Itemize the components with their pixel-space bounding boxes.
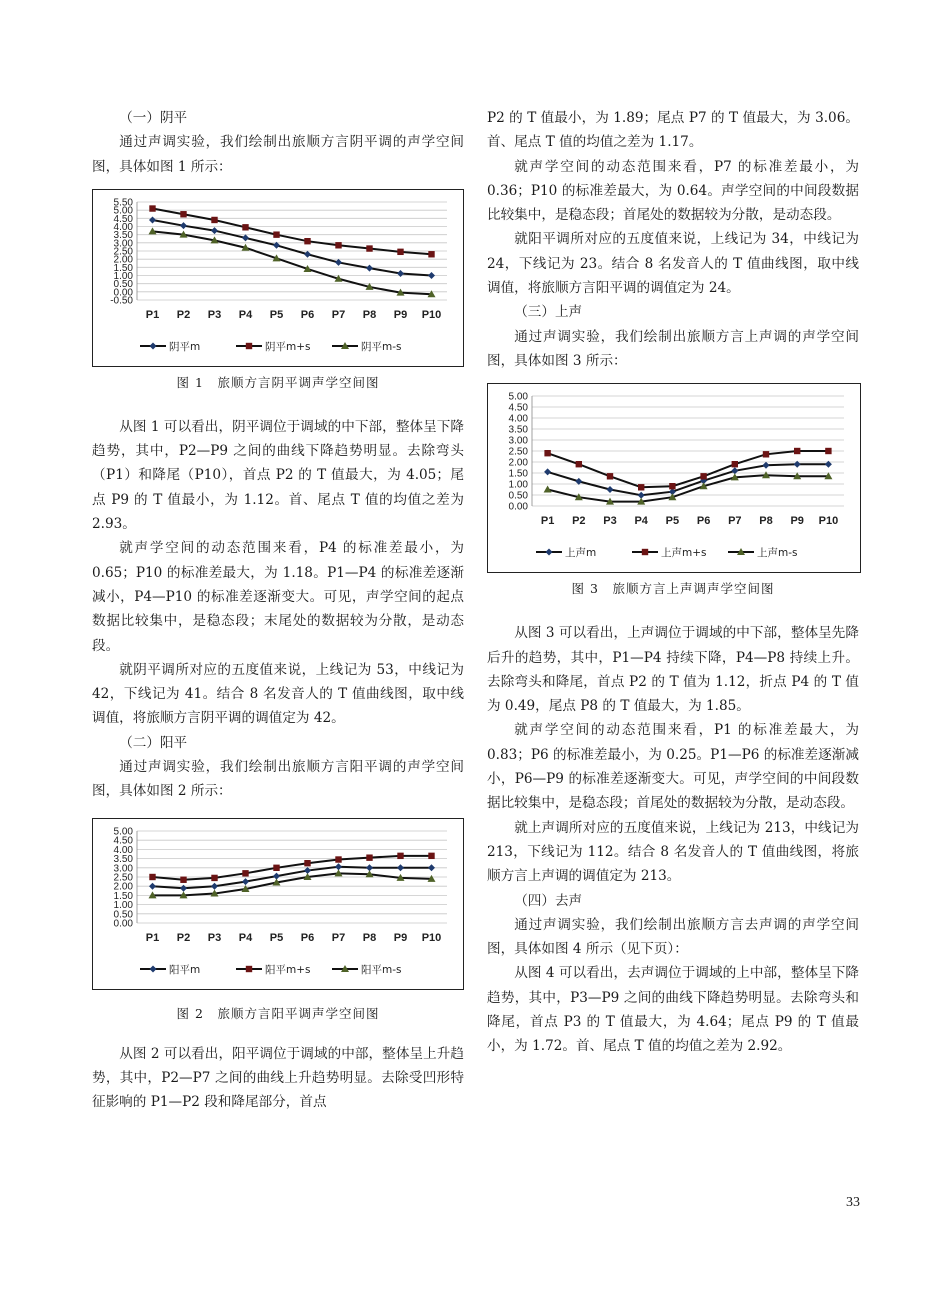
data-point bbox=[794, 448, 800, 454]
x-tick-label: P9 bbox=[790, 515, 804, 528]
x-tick-label: P3 bbox=[207, 931, 222, 944]
x-tick-label: P6 bbox=[300, 931, 315, 944]
legend-label: 上声m+s bbox=[661, 547, 707, 560]
data-point bbox=[544, 469, 551, 476]
x-tick-label: P3 bbox=[207, 308, 222, 321]
data-point bbox=[335, 259, 342, 266]
y-tick-label: 3.00 bbox=[508, 435, 528, 447]
paragraph: 通过声调实验，我们绘制出旅顺方言阳平调的声学空间图，具体如图 2 所示： bbox=[92, 759, 464, 800]
y-tick-label: 2.50 bbox=[113, 246, 133, 258]
data-point bbox=[242, 870, 248, 876]
paragraph: 通过声调实验，我们绘制出旅顺方言上声调的声学空间图，具体如图 3 所示： bbox=[487, 328, 859, 369]
legend-label: 阳平m bbox=[169, 963, 201, 976]
y-tick-label: 4.00 bbox=[113, 221, 133, 233]
data-point bbox=[397, 270, 404, 277]
y-tick-label: 1.00 bbox=[113, 270, 133, 282]
x-tick-label: P4 bbox=[238, 931, 253, 944]
data-point bbox=[149, 873, 155, 879]
y-tick-label: 0.00 bbox=[113, 287, 133, 299]
data-point bbox=[242, 224, 248, 230]
data-point bbox=[180, 876, 186, 882]
section-heading-yinping: （一）阴平 bbox=[119, 110, 188, 126]
paragraph: 就声学空间的动态范围来看，P7 的标准差最小，为 0.36；P10 的标准差最大，为 0.64。声学空间的中间段数据比较集中，是稳态段；首尾处的数据较为分散，是动态段。 bbox=[487, 158, 859, 224]
data-point bbox=[149, 205, 155, 211]
figure-1-caption: 图 1 旅顺方言阴平调声学空间图 bbox=[176, 374, 380, 390]
legend-marker bbox=[246, 965, 252, 971]
paragraph: 就声学空间的动态范围来看，P1 的标准差最大，为 0.83；P6 的标准差最小，为 0.25。P1—P6 的标准差逐渐减小，P6—P9 的标准差逐渐变大。可见，声学空间的中间段数据比较集中，是稳态段；首尾处的数据较为分散，是动态段。 bbox=[487, 722, 859, 812]
data-point bbox=[273, 231, 279, 237]
x-tick-label: P1 bbox=[145, 931, 160, 944]
section-heading-shangsheng: （三）上声 bbox=[514, 304, 583, 321]
data-point bbox=[669, 483, 675, 489]
legend-marker bbox=[642, 549, 648, 555]
x-tick-label: P2 bbox=[572, 515, 586, 528]
data-point bbox=[211, 217, 217, 223]
legend-label: 阳平m-s bbox=[361, 963, 402, 976]
data-point bbox=[304, 251, 311, 258]
x-tick-label: P2 bbox=[176, 308, 191, 321]
y-tick-label: 2.00 bbox=[508, 457, 528, 469]
data-point bbox=[607, 473, 613, 479]
chart-yangping bbox=[93, 819, 463, 989]
x-tick-label: P8 bbox=[759, 515, 773, 528]
x-tick-label: P8 bbox=[362, 308, 377, 321]
data-point bbox=[397, 852, 403, 858]
legend-label: 阴平m-s bbox=[361, 340, 402, 353]
legend-label: 阳平m+s bbox=[265, 963, 311, 976]
data-point bbox=[638, 484, 644, 490]
paragraph: P2 的 T 值最小，为 1.89；尾点 P7 的 T 值最大，为 3.06。首、尾点 T 值的均值之差为 1.17。 bbox=[487, 110, 859, 151]
paragraph: 就阴平调所对应的五度值来说，上线记为 53，中线记为 42，下线记为 41。结合 8 名发音人的 T 值曲线图，取中线调值，将旅顺方言阴平调的调值定为 42。 bbox=[92, 661, 464, 727]
y-tick-label: 3.50 bbox=[113, 853, 133, 865]
y-tick-label: 2.50 bbox=[113, 872, 133, 884]
data-point bbox=[397, 864, 404, 871]
legend-label: 阴平m+s bbox=[265, 340, 311, 353]
y-tick-label: 5.00 bbox=[113, 826, 133, 838]
y-tick-label: 4.50 bbox=[508, 402, 528, 414]
y-tick-label: 5.00 bbox=[508, 391, 528, 403]
series-line bbox=[548, 451, 829, 487]
paragraph: 通过声调实验，我们绘制出旅顺方言阴平调的声学空间图，具体如图 1 所示： bbox=[92, 134, 464, 175]
legend-label: 上声m-s bbox=[757, 547, 798, 560]
x-tick-label: P1 bbox=[145, 308, 160, 321]
paragraph: 从图 4 可以看出，去声调位于调域的上中部，整体呈下降趋势，其中，P3—P9 之间的曲线下降趋势明显。去除弯头和降尾，首点 P3 的 T 值最大，为 4.64；尾点 P9 的 T 值最小，为 1.72。首、尾点 T 值的均值之差为 2.92。 bbox=[487, 965, 859, 1055]
y-tick-label: 3.00 bbox=[113, 238, 133, 250]
series-line bbox=[548, 475, 829, 501]
x-tick-label: P7 bbox=[728, 515, 742, 528]
y-tick-label: 1.50 bbox=[508, 468, 528, 480]
x-tick-label: P7 bbox=[331, 931, 346, 944]
data-point bbox=[180, 222, 187, 229]
y-tick-label: 3.50 bbox=[113, 230, 133, 242]
data-point bbox=[732, 461, 738, 467]
right-column bbox=[487, 106, 859, 1059]
legend-marker bbox=[246, 343, 252, 349]
data-point bbox=[149, 216, 156, 223]
y-tick-label: 4.00 bbox=[508, 413, 528, 425]
y-tick-label: 5.00 bbox=[113, 205, 133, 217]
data-point bbox=[335, 856, 341, 862]
y-tick-label: 2.00 bbox=[113, 254, 133, 266]
y-tick-label: 1.50 bbox=[113, 262, 133, 274]
left-column bbox=[92, 106, 464, 1115]
y-tick-label: 4.50 bbox=[113, 213, 133, 225]
paragraph: 从图 1 可以看出，阴平调位于调域的中下部，整体呈下降趋势，其中，P2—P9 之间的曲线下降趋势明显。去除弯头（P1）和降尾（P10），首点 P2 的 T 值最大，为 4.05；尾点 P9 的 T 值最小，为 1.12。首、尾点 T 值的均值之差为 2.93。 bbox=[92, 418, 464, 533]
section-heading-qusheng: （四）去声 bbox=[514, 892, 583, 909]
paragraph: 就声学空间的动态范围来看，P4 的标准差最小，为 0.65；P10 的标准差最大，为 1.18。P1—P4 的标准差逐渐减小，P4—P10 的标准差逐渐变大。可见，声学空间的起点数据比较集中，是稳态段；末尾处的数据较为分散，是动态段。 bbox=[92, 540, 464, 654]
y-tick-label: 3.50 bbox=[508, 424, 528, 436]
y-tick-label: 0.50 bbox=[508, 490, 528, 502]
data-point bbox=[180, 884, 187, 891]
chart-yinping bbox=[93, 190, 463, 366]
y-tick-label: 1.00 bbox=[113, 899, 133, 911]
y-tick-label: 0.50 bbox=[113, 908, 133, 920]
legend-label: 阴平m bbox=[169, 340, 201, 353]
x-tick-label: P10 bbox=[818, 515, 839, 528]
data-point bbox=[607, 486, 614, 493]
y-tick-label: 4.00 bbox=[113, 844, 133, 856]
figure-1 bbox=[92, 189, 464, 367]
data-point bbox=[335, 242, 341, 248]
x-tick-label: P10 bbox=[421, 931, 442, 944]
x-tick-label: P5 bbox=[665, 515, 680, 528]
y-tick-label: 0.00 bbox=[508, 501, 528, 513]
figure-2-caption: 图 2 旅顺方言阳平调声学空间图 bbox=[176, 1005, 380, 1021]
data-point bbox=[366, 854, 372, 860]
data-point bbox=[397, 249, 403, 255]
y-tick-label: 2.00 bbox=[113, 881, 133, 893]
data-point bbox=[180, 211, 186, 217]
data-point bbox=[366, 265, 373, 272]
legend-marker bbox=[150, 965, 157, 972]
y-tick-label: 2.50 bbox=[508, 446, 528, 458]
x-tick-label: P8 bbox=[362, 931, 377, 944]
x-tick-label: P6 bbox=[300, 308, 315, 321]
data-point bbox=[211, 874, 217, 880]
data-point bbox=[428, 272, 435, 279]
data-point bbox=[428, 251, 434, 257]
figure-3 bbox=[487, 383, 861, 573]
data-point bbox=[544, 486, 552, 493]
data-point bbox=[149, 882, 156, 889]
data-point bbox=[242, 234, 249, 241]
x-tick-label: P3 bbox=[603, 515, 617, 528]
y-tick-label: 3.00 bbox=[113, 862, 133, 874]
x-tick-label: P7 bbox=[331, 308, 346, 321]
paragraph: 从图 2 可以看出，阳平调位于调域的中部，整体呈上升趋势，其中，P2—P7 之间的曲线上升趋势明显。去除受凹形特征影响的 P1—P2 段和降尾部分，首点 bbox=[92, 1045, 464, 1111]
data-point bbox=[211, 227, 218, 234]
data-point bbox=[304, 860, 310, 866]
y-tick-label: 1.00 bbox=[508, 479, 528, 491]
y-tick-label: 5.50 bbox=[113, 197, 133, 209]
x-tick-label: P5 bbox=[269, 931, 284, 944]
y-tick-label: 4.50 bbox=[113, 835, 133, 847]
figure-3-caption: 图 3 旅顺方言上声调声学空间图 bbox=[571, 581, 775, 597]
data-point bbox=[700, 473, 706, 479]
data-point bbox=[763, 462, 770, 469]
data-point bbox=[273, 864, 279, 870]
data-point bbox=[366, 245, 372, 251]
y-tick-label: -0.50 bbox=[110, 295, 133, 307]
legend-label: 上声m bbox=[565, 547, 597, 560]
paragraph: 就阳平调所对应的五度值来说，上线记为 34，中线记为 24，下线记为 23。结合 8 名发音人的 T 值曲线图，取中线调值，将旅顺方言阳平调的调值定为 24。 bbox=[487, 231, 859, 297]
data-point bbox=[428, 852, 434, 858]
series-line bbox=[153, 231, 432, 294]
y-tick-label: 0.50 bbox=[113, 279, 133, 291]
legend-marker bbox=[150, 342, 157, 349]
x-tick-label: P1 bbox=[540, 515, 555, 528]
data-point bbox=[428, 864, 435, 871]
page-number: 33 bbox=[846, 1195, 860, 1210]
data-point bbox=[825, 448, 831, 454]
x-tick-label: P6 bbox=[696, 515, 711, 528]
section-heading-yangping: （二）阳平 bbox=[119, 734, 188, 751]
x-tick-label: P4 bbox=[238, 308, 253, 321]
x-tick-label: P9 bbox=[393, 931, 408, 944]
figure-2 bbox=[92, 818, 464, 990]
chart-shangsheng bbox=[488, 384, 860, 572]
paragraph: 就上声调所对应的五度值来说，上线记为 213，中线记为 213，下线记为 112。结合 8 名发音人的 T 值曲线图，将旅顺方言上声调的调值定为 213。 bbox=[487, 819, 859, 885]
y-tick-label: 1.50 bbox=[113, 890, 133, 902]
data-point bbox=[576, 461, 582, 467]
data-point bbox=[335, 863, 342, 870]
paragraph: 通过声调实验，我们绘制出旅顺方言去声调的声学空间图，具体如图 4 所示（见下页）： bbox=[487, 916, 859, 958]
data-point bbox=[763, 451, 769, 457]
x-tick-label: P5 bbox=[269, 308, 284, 321]
legend-marker bbox=[546, 549, 553, 556]
data-point bbox=[544, 450, 550, 456]
y-tick-label: 0.00 bbox=[113, 918, 133, 930]
x-tick-label: P9 bbox=[393, 308, 408, 321]
data-point bbox=[211, 882, 218, 889]
x-tick-label: P10 bbox=[421, 308, 442, 321]
x-tick-label: P2 bbox=[176, 931, 191, 944]
paragraph: 从图 3 可以看出，上声调位于调域的中下部，整体呈先降后升的趋势，其中，P1—P4 持续下降，P4—P8 持续上升。去除弯头和降尾，首点 P2 的 T 值为 1.12，折点 P4 的 T 值为 0.49，尾点 P8 的 T 值最大，为 1.85。 bbox=[487, 625, 859, 715]
series-line bbox=[153, 208, 432, 254]
data-point bbox=[304, 238, 310, 244]
data-point bbox=[242, 878, 249, 885]
x-tick-label: P4 bbox=[634, 515, 648, 528]
